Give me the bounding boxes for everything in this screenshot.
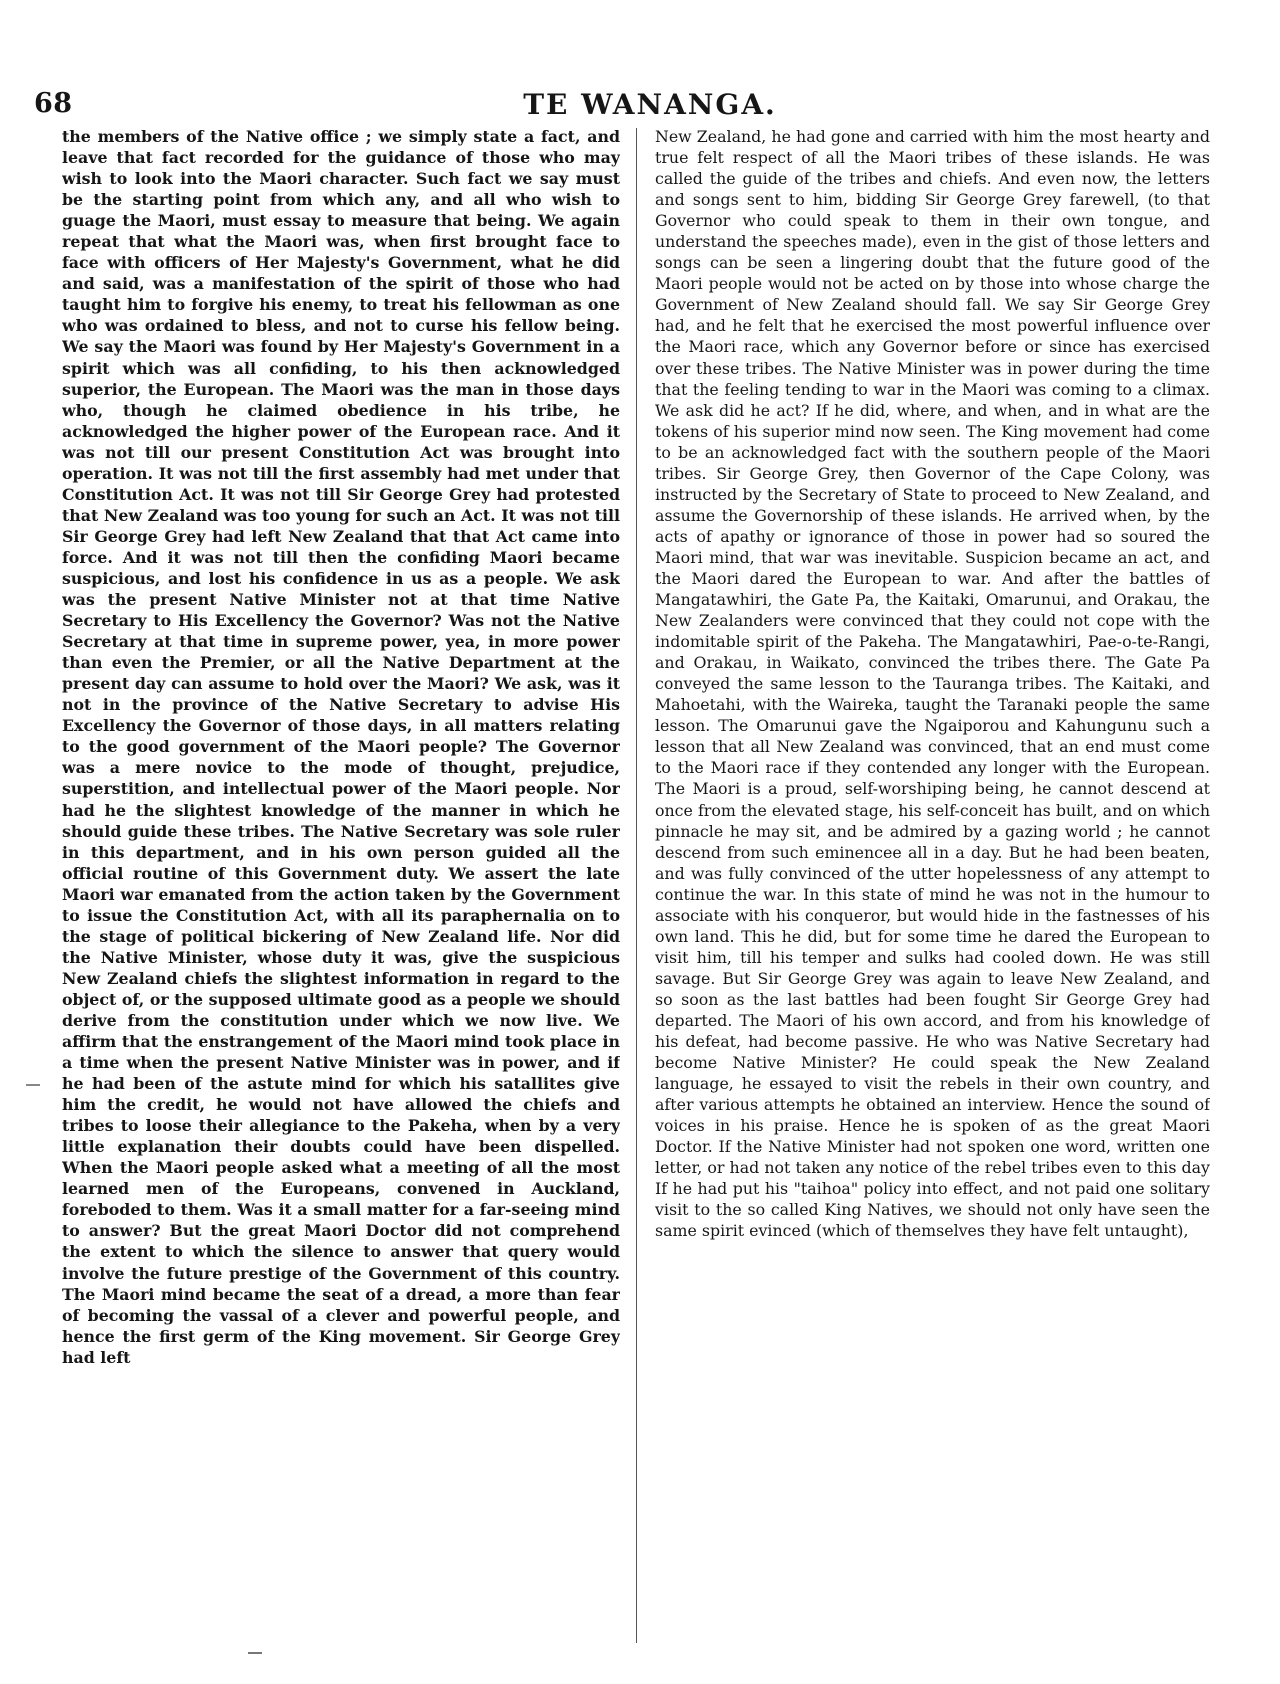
bottom-dash-mark [248,1652,262,1654]
print-smudge-mark [28,42,50,56]
masthead-title: TE WANANGA. [523,88,777,121]
column-divider [636,128,637,1643]
left-column-text: the members of the Native office ; we simply state a fact, and leave that fact recorded for the guidance of those who may wish to look into the Maori character. Such fact we say must be the starting point from which any, and all who wish to guage the Maori, must essay to measure that being. We again repeat that what the Maori was, when first brought face to face with officers of Her Majesty's Government, what he did and said, was a manifestation of the spirit of those who had taught him to forgive his enemy, to treat his fellowman as one who was ordained to bless, and not to curse his fellow being. We say the Maori was found by Her Majesty's Government in a spirit which was all confiding, to his then acknowledged superior, the European. The Maori was the man in those days who, though he claimed obedience in his tribe, he acknowledged the higher power of the European race. And it was not till our present Constitution Act was brought into operation. It was not till the first assembly had met under that Constitution Act. It was not till Sir George Grey had protested that New Zealand was too young for such an Act. It was not till Sir George Grey had left New Zealand that that Act came into force. And it was not till then the confiding Maori became suspicious, and lost his confidence in us as a people. We ask was the present Native Minister not at that time Native Secretary to His Excellency the Governor? Was not the Native Secretary at that time in supreme power, yea, in more power than even the Premier, or all the Native Department at the present day can assume to hold over the Maori? We ask, was it not in the province of the Native Secretary to advise His Excellency the Governor of those days, in all matters relating to the good government of the Maori people? The Governor was a mere novice to the mode of thought, prejudice, superstition, and intellectual power of the Maori people. Nor had he the slightest knowledge of the manner in which he should guide these tribes. The Native Secretary was sole ruler in this department, and in his own person guided all the official routine of this Government duty. We assert the late Maori war emanated from the action taken by the Government to issue the Constitution Act, with all its paraphernalia on to the stage of political bickering of New Zealand life. Nor did the Native Minister, whose duty it was, give the suspicious New Zealand chiefs the slightest information in regard to the object of, or the supposed ultimate good as a people we should derive from the constitution under which we now live. We affirm that the enstrangement of the Maori mind took place in a time when the present Native Minister was in power, and if he had been of the astute mind for which his satallites give him the credit, he would not have allowed the chiefs and tribes to loose their allegiance to the Pakeha, when by a very little explanation their doubts could have been dispelled. When the Maori people asked what a meeting of all the most learned men of the Europeans, convened in Auckland, foreboded to them. Was it a small matter for a far-seeing mind to answer? But the great Maori Doctor did not comprehend the extent to which the silence to answer that query would involve the future prestige of the Government of this country. The Maori mind became the seat of a dread, a more than fear of becoming the vassal of a clever and powerful people, and hence the first germ of the King movement. Sir George Grey had left [62,127,620,1367]
page-number: 68 [34,88,73,119]
running-head [30,88,1210,122]
right-column [655,126,1210,1642]
left-column [62,126,620,1642]
margin-dash-mark [26,1084,40,1086]
right-column-text: New Zealand, he had gone and carried with him the most hearty and true felt respect of all the Maori tribes of these islands. He was called the guide of the tribes and chiefs. And even now, the letters and songs sent to him, bidding Sir George Grey farewell, (to that Governor who could speak to them in their own tongue, and understand the speeches made), even in the gist of those letters and songs can be seen a lingering doubt that the future good of the Maori people would not be acted on by those into whose charge the Government of New Zealand should fall. We say Sir George Grey had, and he felt that he exercised the most powerful influence over the Maori race, which any Governor before or since has exercised over these tribes. The Native Minister was in power during the time that the feeling tending to war in the Maori was coming to a climax. We ask did he act? If he did, where, and when, and in what are the tokens of his superior mind now seen. The King movement had come to be an acknowledged fact with the southern people of the Maori tribes. Sir George Grey, then Governor of the Cape Colony, was instructed by the Secretary of State to proceed to New Zealand, and assume the Governorship of these islands. He arrived when, by the acts of apathy or ignorance of those in power had so soured the Maori mind, that war was inevitable. Suspicion became an act, and the Maori dared the European to war. And after the battles of Mangatawhiri, the Gate Pa, the Kaitaki, Omarunui, and Orakau, the New Zealanders were convinced that they could not cope with the indomitable spirit of the Pakeha. The Mangatawhiri, Pae-o-te-Rangi, and Orakau, in Waikato, convinced the tribes there. The Gate Pa conveyed the same lesson to the Tauranga tribes. The Kaitaki, and Mahoetahi, with the Waireka, taught the Taranaki people the same lesson. The Omarunui gave the Ngaiporou and Kahungunu such a lesson that all New Zealand was convinced, that an end must come to the Maori race if they contended any longer with the European. The Maori is a proud, self-worshiping being, he cannot descend at once from the elevated stage, his self-conceit has built, and on which pinnacle he may sit, and be admired by a gazing world ; he cannot descend from such eminencee all in a day. But he had been beaten, and was fully convinced of the utter hopelessness of any attempt to continue the war. In this state of mind he was not in the humour to associate with his conqueror, but would hide in the fastnesses of his own land. This he did, but for some time he dared the European to visit him, till his temper and sulks had cooled down. He was still savage. But Sir George Grey was again to leave New Zealand, and so soon as the last battles had been fought Sir George Grey had departed. The Maori of his own accord, and from his knowledge of his defeat, had become passive. He who was Native Secretary had become Native Minister? He could speak the New Zealand language, he essayed to visit the rebels in their own country, and after various attempts he obtained an interview. Hence the sound of voices in his praise. Hence he is spoken of as the great Maori Doctor. If the Native Minister had not spoken one word, written one letter, or had not taken any notice of the rebel tribes even to this day If he had put his "taihoa" policy into effect, and not paid one solitary visit to the so called King Natives, we should not only have seen the same spirit evinced (which of themselves they have felt untaught), [655,127,1210,1241]
